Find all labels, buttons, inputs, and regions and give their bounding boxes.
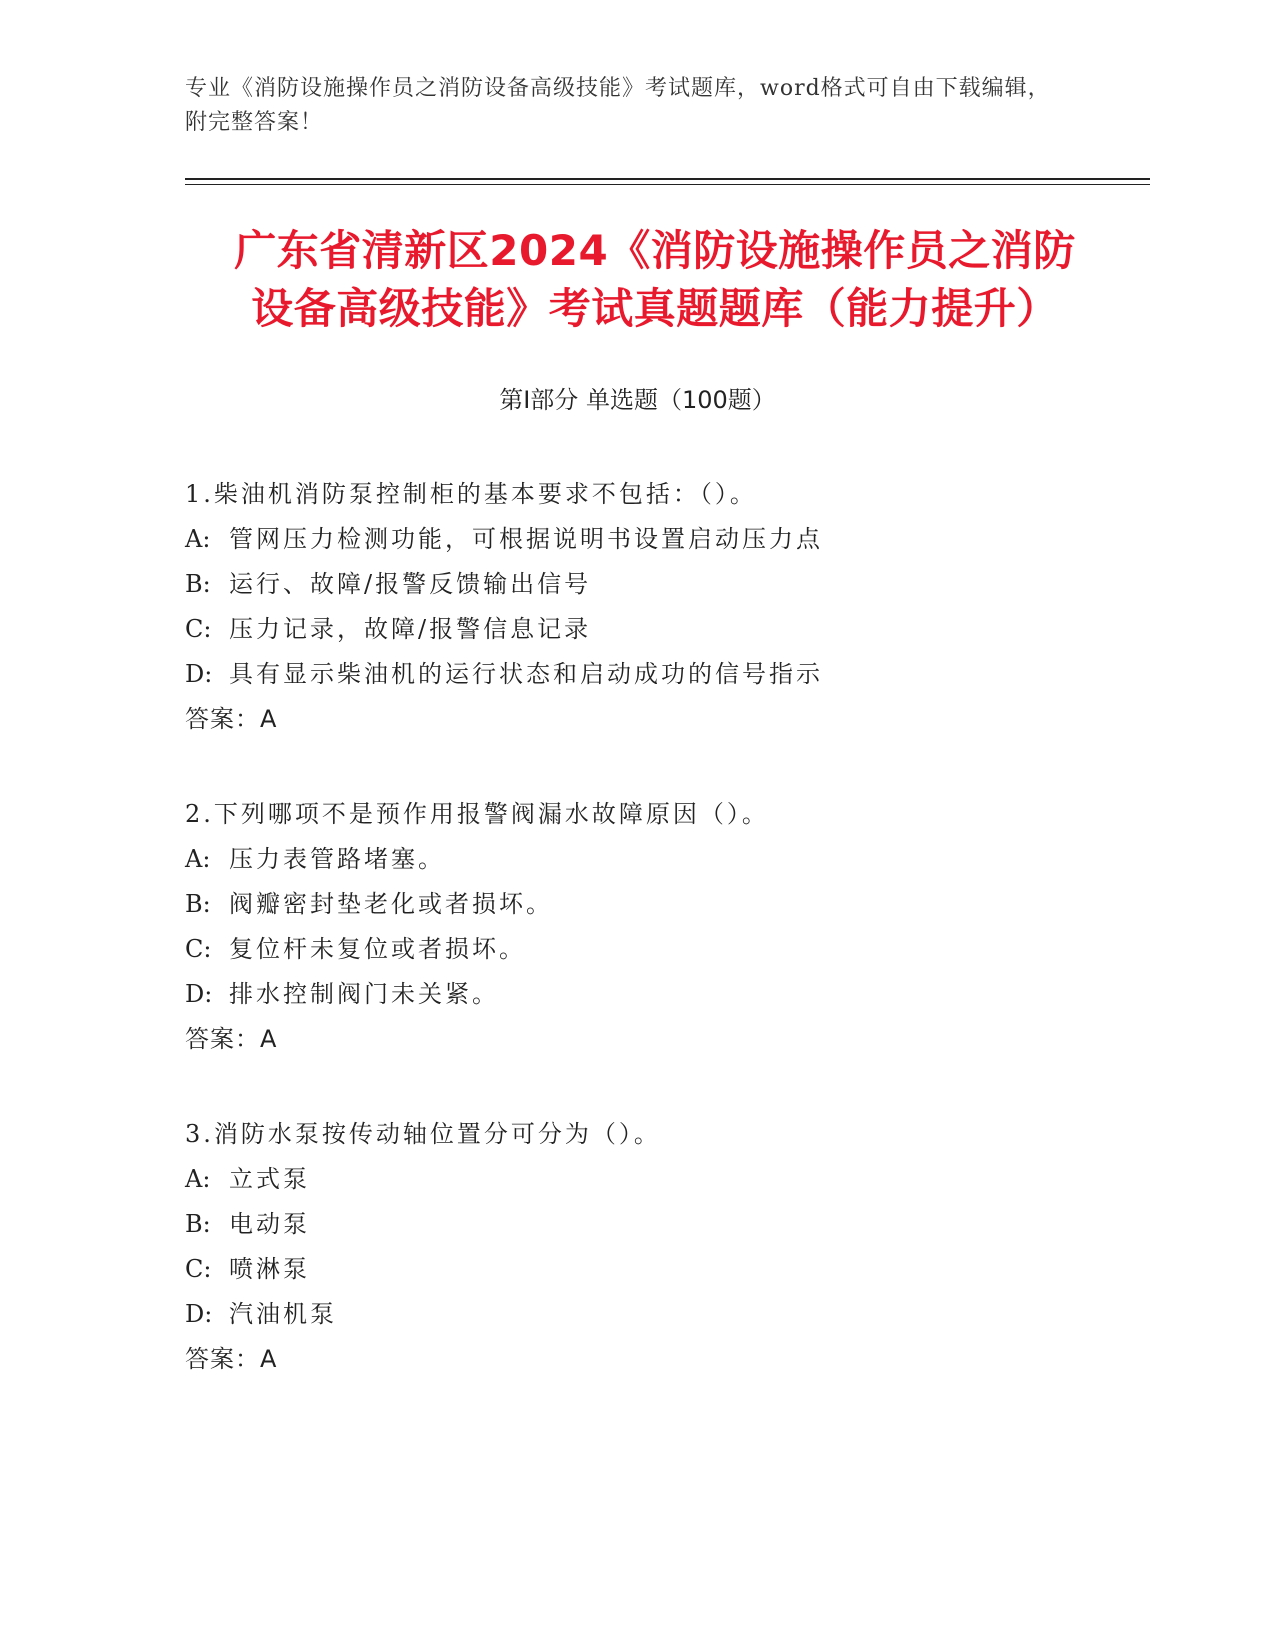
option-c	[185, 1247, 1125, 1292]
question-item	[185, 792, 1125, 1062]
option-letter: D:	[185, 660, 213, 688]
question-stem: 3.消防水泵按传动轴位置分可分为（）。	[185, 1120, 661, 1148]
option-d	[185, 652, 1125, 697]
answer-line: 答案：A	[185, 1025, 278, 1053]
option-text: 汽油机泵	[229, 1300, 337, 1328]
option-text: 压力记录，故障/报警信息记录	[229, 615, 592, 643]
option-text: 运行、故障/报警反馈输出信号	[229, 570, 592, 598]
document-title-line-2: 设备高级技能》考试真题题库（能力提升）	[251, 284, 1059, 333]
question-stem: 2.下列哪项不是预作用报警阀漏水故障原因（）。	[185, 800, 769, 828]
question-stem: 1.柴油机消防泵控制柜的基本要求不包括：（）。	[185, 480, 757, 508]
option-letter: C:	[185, 935, 212, 963]
option-letter: B:	[185, 890, 211, 918]
header-note: 专业《消防设施操作员之消防设备高级技能》考试题库，word格式可自由下载编辑，附完整答案！	[185, 76, 1051, 135]
option-a	[185, 517, 1125, 562]
option-text: 管网压力检测功能，可根据说明书设置启动压力点	[229, 525, 823, 553]
option-letter: D:	[185, 980, 213, 1008]
option-text: 复位杆未复位或者损坏。	[229, 935, 526, 963]
header-rule-top	[185, 178, 1150, 180]
option-text: 压力表管路堵塞。	[229, 845, 445, 873]
option-c	[185, 607, 1125, 652]
option-letter: A:	[185, 525, 211, 553]
option-c	[185, 927, 1125, 972]
option-letter: D:	[185, 1300, 213, 1328]
option-b	[185, 562, 1125, 607]
option-text: 立式泵	[229, 1165, 310, 1193]
header-rule-bottom	[185, 184, 1150, 185]
option-letter: C:	[185, 615, 212, 643]
option-text: 阀瓣密封垫老化或者损坏。	[229, 890, 553, 918]
question-item	[185, 1112, 1125, 1382]
option-text: 具有显示柴油机的运行状态和启动成功的信号指示	[229, 660, 823, 688]
section-heading: 第Ⅰ部分 单选题（100题）	[499, 386, 776, 414]
answer-line: 答案：A	[185, 1345, 278, 1373]
option-a	[185, 837, 1125, 882]
option-d	[185, 1292, 1125, 1337]
question-list	[185, 472, 1125, 1432]
option-d	[185, 972, 1125, 1017]
document-title	[185, 222, 1125, 338]
option-text: 喷淋泵	[229, 1255, 310, 1283]
option-text: 排水控制阀门未关紧。	[229, 980, 499, 1008]
question-item	[185, 472, 1125, 742]
option-letter: A:	[185, 845, 211, 873]
option-letter: B:	[185, 570, 211, 598]
option-letter: B:	[185, 1210, 211, 1238]
option-b	[185, 1202, 1125, 1247]
document-title-line-1: 广东省清新区2024《消防设施操作员之消防	[234, 226, 1076, 275]
option-letter: C:	[185, 1255, 212, 1283]
option-a	[185, 1157, 1125, 1202]
option-b	[185, 882, 1125, 927]
option-letter: A:	[185, 1165, 211, 1193]
option-text: 电动泵	[229, 1210, 310, 1238]
answer-line: 答案：A	[185, 705, 278, 733]
